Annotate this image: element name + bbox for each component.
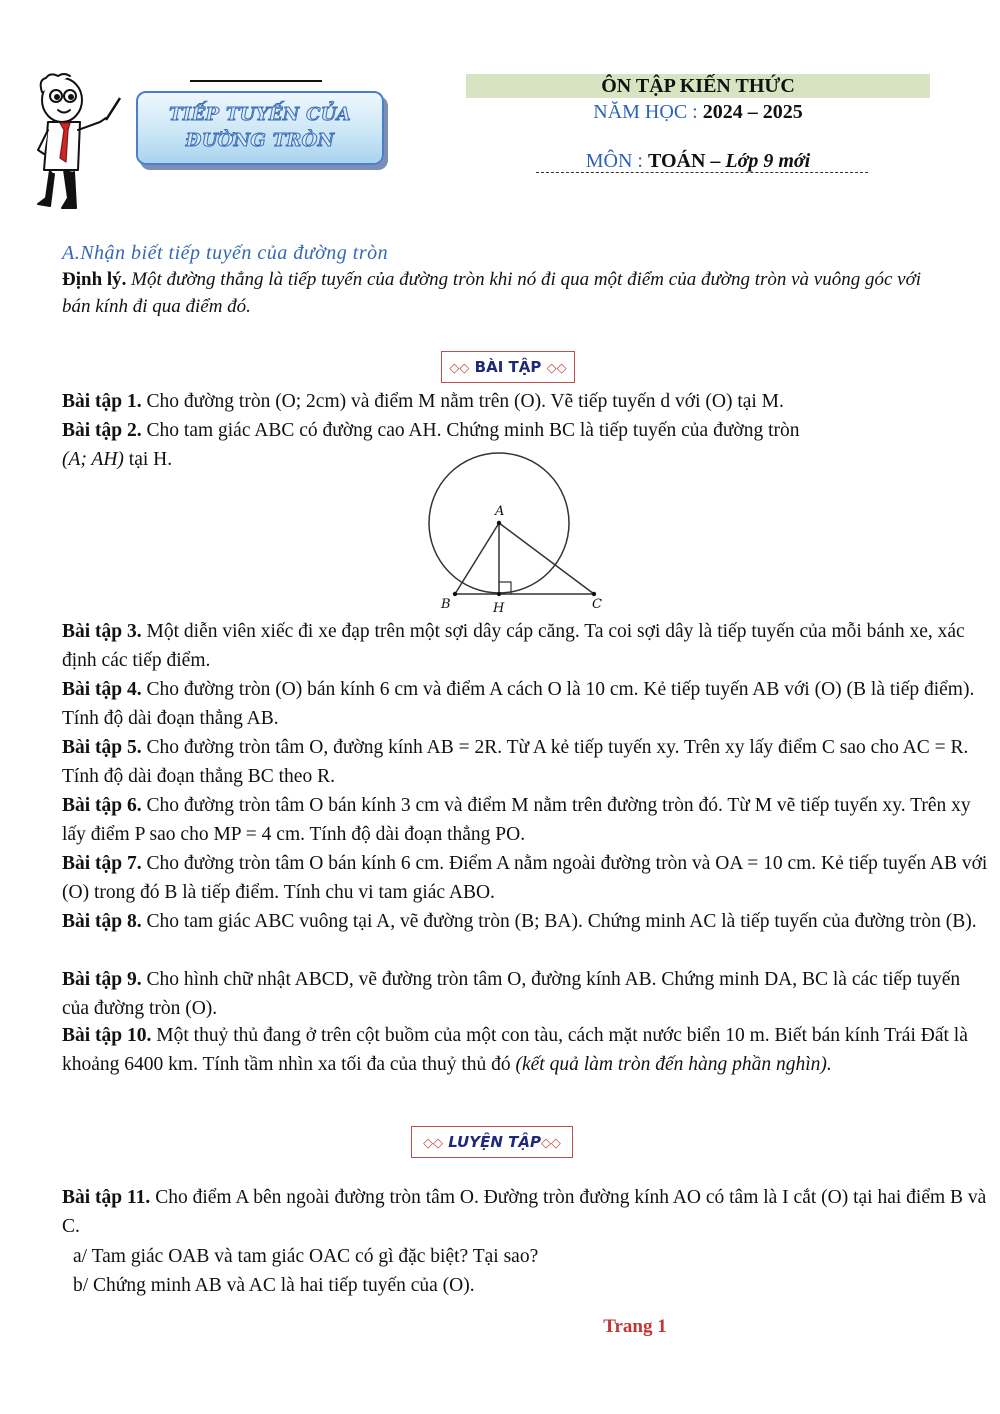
exercise-item bbox=[62, 675, 992, 733]
point-c bbox=[592, 592, 596, 596]
exercise-text: Cho điểm A bên ngoài đường tròn tâm O. Đường tròn đường kính AO có tâm là I cắt (O) tại hai điểm B và C. bbox=[62, 1187, 987, 1237]
diamond-icon: ◇◇ bbox=[449, 361, 470, 376]
exercise-label: Bài tập 4. bbox=[62, 679, 142, 700]
point-b bbox=[453, 592, 457, 596]
diamond-icon: ◇◇ bbox=[540, 1136, 561, 1151]
exercise-item bbox=[62, 907, 992, 936]
exercise-text-italic: (kết quả làm tròn đến hàng phần nghìn). bbox=[515, 1054, 832, 1075]
diamond-icon: ◇◇ bbox=[546, 361, 567, 376]
exercise-label: Bài tập 11. bbox=[62, 1187, 151, 1208]
theorem bbox=[62, 266, 942, 320]
exercise-label: Bài tập 1. bbox=[62, 391, 142, 412]
exercise-item bbox=[62, 849, 992, 907]
topic-title bbox=[138, 93, 382, 154]
exercise-item bbox=[62, 965, 992, 1023]
subject-line bbox=[466, 149, 930, 173]
label-h: H bbox=[493, 601, 505, 616]
exercise-label: Bài tập 7. bbox=[62, 853, 142, 874]
exercise-item bbox=[62, 387, 992, 416]
diamond-icon: ◇◇ bbox=[423, 1136, 444, 1151]
exercise-text: Cho đường tròn (O; 2cm) và điểm M nằm trên (O). Vẽ tiếp tuyến d với (O) tại M. bbox=[146, 391, 784, 412]
point-a bbox=[497, 521, 501, 525]
exercise-label: Bài tập 9. bbox=[62, 969, 142, 990]
topic-title-line1: TIẾP TUYẾN CỦA bbox=[169, 104, 351, 125]
header-dashed-rule bbox=[536, 172, 868, 173]
teacher-illustration bbox=[30, 70, 130, 215]
exercises-badge-label: BÀI TẬP bbox=[474, 358, 542, 376]
exercise-label: Bài tập 6. bbox=[62, 795, 142, 816]
topic-top-rule bbox=[190, 80, 322, 82]
exercise-label: Bài tập 2. bbox=[62, 420, 142, 441]
school-year-value: 2024 – 2025 bbox=[702, 101, 803, 123]
exercise-text: Cho đường tròn tâm O bán kính 3 cm và điểm M nằm trên đường tròn đó. Từ M vẽ tiếp tuyến xy. Trên xy lấy điểm P sao cho MP = 4 cm. Tính độ dài đoạn thẳng PO. bbox=[62, 795, 971, 845]
subject-label: MÔN : bbox=[585, 150, 643, 172]
label-a: A bbox=[495, 504, 505, 519]
exercise-item bbox=[62, 617, 992, 675]
practice-badge-label: LUYỆN TẬP bbox=[448, 1133, 541, 1151]
theorem-label: Định lý. bbox=[62, 269, 127, 290]
exercise-item bbox=[62, 733, 992, 791]
exercise-text: Cho đường tròn tâm O, đường kính AB = 2R. Từ A kẻ tiếp tuyến xy. Trên xy lấy điểm C sao cho AC = R. Tính độ dài đoạn thẳng BC theo R. bbox=[62, 737, 969, 787]
label-b: B bbox=[441, 597, 451, 612]
topic-banner bbox=[136, 91, 384, 165]
exercise-label: Bài tập 8. bbox=[62, 911, 142, 932]
exercise-text-end: tại H. bbox=[128, 449, 173, 470]
sub-question-b: b/ Chứng minh AB và AC là hai tiếp tuyến của (O). bbox=[73, 1275, 475, 1296]
sub-question-a: a/ Tam giác OAB và tam giác OAC có gì đặc biệt? Tại sao? bbox=[73, 1246, 539, 1267]
page-number: Trang 1 bbox=[603, 1316, 667, 1337]
exercise-text: Cho đường tròn tâm O bán kính 6 cm. Điểm A nằm ngoài đường tròn và OA = 10 cm. Kẻ tiếp tuyến AB với (O) trong đó B là tiếp điểm. Tính chu vi tam giác ABO. bbox=[62, 853, 988, 903]
section-heading: A.Nhận biết tiếp tuyến của đường tròn bbox=[62, 242, 389, 264]
exercise-item bbox=[62, 1021, 992, 1079]
practice-badge bbox=[411, 1126, 573, 1158]
review-title: ÔN TẬP KIẾN THỨC bbox=[466, 74, 930, 98]
exercise-text: Cho đường tròn (O) bán kính 6 cm và điểm A cách O là 10 cm. Kẻ tiếp tuyến AB với (O) (B là tiếp điểm). Tính độ dài đoạn thẳng AB. bbox=[62, 679, 975, 729]
label-c: C bbox=[592, 597, 602, 612]
exercise-text: Cho tam giác ABC có đường cao AH. Chứng minh BC là tiếp tuyến của đường tròn bbox=[146, 420, 800, 441]
exercise-item bbox=[62, 791, 992, 849]
exercise-label: Bài tập 3. bbox=[62, 621, 142, 642]
segment-ab bbox=[455, 523, 499, 594]
exercise-item bbox=[62, 1183, 992, 1241]
exercise-text: Cho hình chữ nhật ABCD, vẽ đường tròn tâm O, đường kính AB. Chứng minh DA, BC là các tiếp tuyến của đường tròn (O). bbox=[62, 969, 961, 1019]
exercises-badge bbox=[441, 351, 575, 383]
exercise-text: Cho tam giác ABC vuông tại A, vẽ đường tròn (B; BA). Chứng minh AC là tiếp tuyến của đường tròn (B). bbox=[146, 911, 977, 932]
circle-tangent-figure bbox=[425, 445, 615, 617]
point-h bbox=[497, 592, 501, 596]
school-year bbox=[466, 100, 930, 124]
exercise-text-italic: (A; AH) bbox=[62, 449, 124, 470]
header-info bbox=[466, 74, 930, 173]
subject-value: TOÁN – bbox=[648, 150, 721, 172]
theorem-text: Một đường thẳng là tiếp tuyến của đường tròn khi nó đi qua một điểm của đường tròn và vuông góc với bán kính đi qua điểm đó. bbox=[62, 269, 922, 317]
exercise-label: Bài tập 10. bbox=[62, 1025, 152, 1046]
topic-title-line2: ĐƯỜNG TRÒN bbox=[185, 130, 335, 151]
exercise-label: Bài tập 5. bbox=[62, 737, 142, 758]
exercise-text: Một thuỷ thủ đang ở trên cột buồm của một con tàu, cách mặt nước biển 10 m. Biết bán kính Trái Đất là khoảng 6400 km. Tính tầm nhìn xa tối đa của thuỷ thủ đó bbox=[62, 1025, 968, 1075]
segment-ac bbox=[499, 523, 594, 594]
exercise-text: Một diễn viên xiếc đi xe đạp trên một sợi dây cáp căng. Ta coi sợi dây là tiếp tuyến của mỗi bánh xe, xác định các tiếp điểm. bbox=[62, 621, 965, 671]
school-year-label: NĂM HỌC : bbox=[593, 101, 698, 123]
grade-label: Lớp 9 mới bbox=[725, 150, 811, 172]
